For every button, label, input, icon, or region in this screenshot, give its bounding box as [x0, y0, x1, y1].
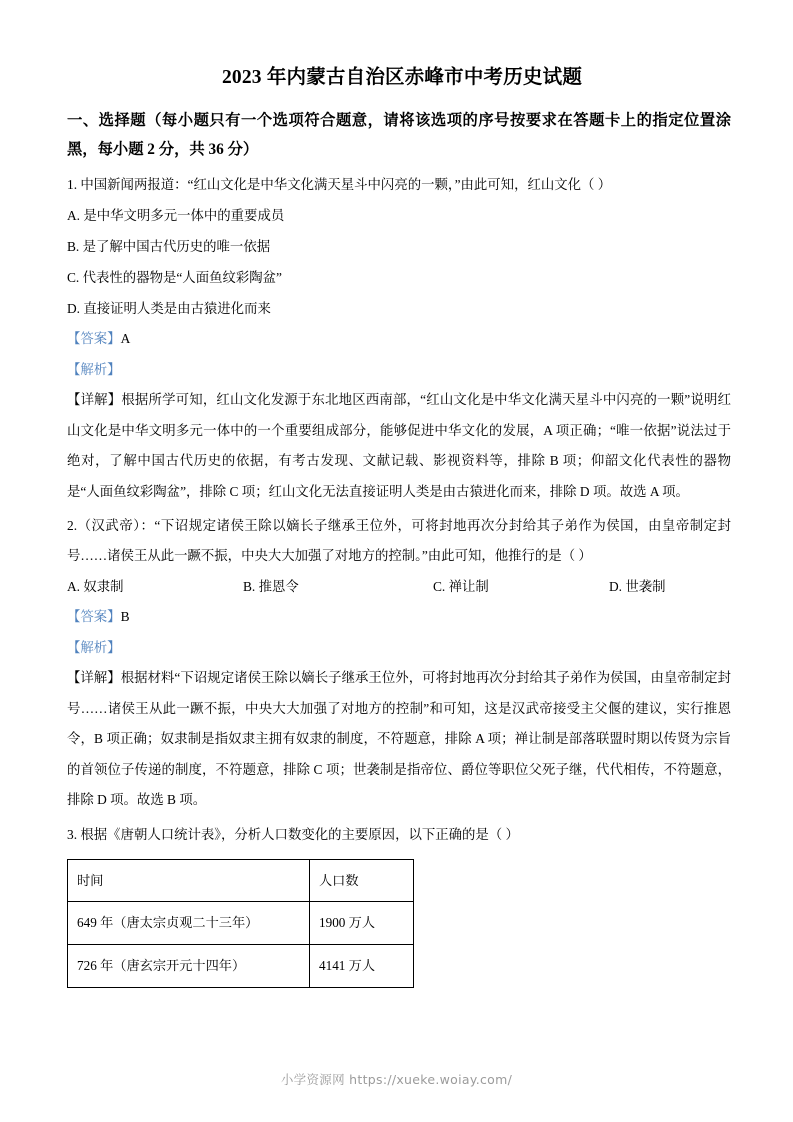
table-row — [68, 902, 414, 945]
option-item[interactable]: D. 直接证明人类是由古猿进化而来 — [67, 300, 271, 316]
section-heading: 一、选择题（每小题只有一个选项符合题意，请将该选项的序号按要求在答题卡上的指定位置涂黑，每小题 2 分，共 36 分） — [67, 112, 731, 158]
analysis-label: 【解析】 — [67, 361, 121, 377]
table-header-cell: 人口数 — [310, 859, 414, 902]
question-block-1 — [67, 170, 737, 508]
watermark: 小学资源网 https://xueke.woiay.com/ — [280, 1072, 513, 1087]
analysis-line — [67, 633, 737, 664]
option-item[interactable]: B. 是了解中国古代历史的唯一依据 — [67, 238, 271, 254]
table-cell-time: 726 年（唐玄宗开元十四年） — [68, 945, 310, 988]
question-block-2 — [67, 511, 737, 816]
table-cell-population: 4141 万人 — [310, 945, 414, 988]
option-item[interactable]: A. 是中华文明多元一体中的重要成员 — [67, 207, 285, 223]
answer-value: B — [120, 608, 130, 624]
analysis-line — [67, 355, 737, 386]
table-row — [68, 945, 414, 988]
option-item[interactable]: C. 代表性的器物是“人面鱼纹彩陶盆” — [67, 269, 282, 285]
option-item[interactable]: C. 禅让制 — [433, 578, 489, 594]
option-item[interactable]: B. 推恩令 — [243, 578, 299, 594]
analysis-label: 【解析】 — [67, 639, 121, 655]
analysis-detail: 【详解】根据所学可知，红山文化发源于东北地区西南部，“红山文化是中华文化满天星斗中闪亮的一颗”说明红山文化是中华文明多元一体中的一个重要组成部分，能够促进中华文化的发展，A 项正确；“唯一依据”说法过于绝对，了解中国古代历史的依据，有考古发现、文献记载、影视资料等，排除 B 项；仰韶文化代表性的器物是“人面鱼纹彩陶盆”，排除 C 项；红山文化无法直接证明人类是由古猿进化而来，排除 D 项。故选 A 项。 — [67, 392, 731, 499]
question-block-3 — [67, 820, 737, 988]
question-stem: 1. 中国新闻两报道：“红山文化是中华文化满天星斗中闪亮的一颗，”由此可知，红山文化（ ） — [67, 176, 612, 192]
answer-label: 【答案】 — [67, 608, 121, 624]
question-stem: 2.（汉武帝）：“下诏规定诸侯王除以嫡长子继承王位外，可将封地再次分封给其子弟作为侯国，由皇帝制定封号……诸侯王从此一蹶不振，中央大大加强了对地方的控制。”由此可知，他推行的是（ ） — [67, 518, 731, 564]
table-header-cell: 时间 — [68, 859, 310, 902]
option-item[interactable]: D. 世袭制 — [609, 578, 666, 594]
answer-line — [67, 602, 737, 633]
option-list — [67, 571, 731, 602]
question-stem: 3. 根据《唐朝人口统计表》，分析人口数变化的主要原因，以下正确的是（ ） — [67, 826, 519, 842]
answer-label: 【答案】 — [67, 331, 121, 347]
table-header-row — [68, 859, 414, 902]
option-list — [67, 200, 737, 324]
population-statistics-table — [67, 859, 414, 988]
answer-value: A — [120, 331, 131, 347]
option-item[interactable]: A. 奴隶制 — [67, 578, 124, 594]
analysis-detail: 【详解】根据材料“下诏规定诸侯王除以嫡长子继承王位外，可将封地再次分封给其子弟作为侯国，由皇帝制定封号……诸侯王从此一蹶不振，中央大大加强了对地方的控制”和可知，这是汉武帝接受主父偃的建议，实行推恩令，B 项正确；奴隶制是指奴隶主拥有奴隶的制度，不符题意，排除 A 项；禅让制是部落联盟时期以传贤为宗旨的首领位子传递的制度，不符题意，排除 C 项；世袭制是指帝位、爵位等职位父死子继，代代相传，不符题意，排除 D 项。故选 B 项。 — [67, 670, 731, 808]
page-title: 2023 年内蒙古自治区赤峰市中考历史试题 — [221, 67, 583, 88]
table-cell-population: 1900 万人 — [310, 902, 414, 945]
answer-line — [67, 324, 737, 355]
table-cell-time: 649 年（唐太宗贞观二十三年） — [68, 902, 310, 945]
